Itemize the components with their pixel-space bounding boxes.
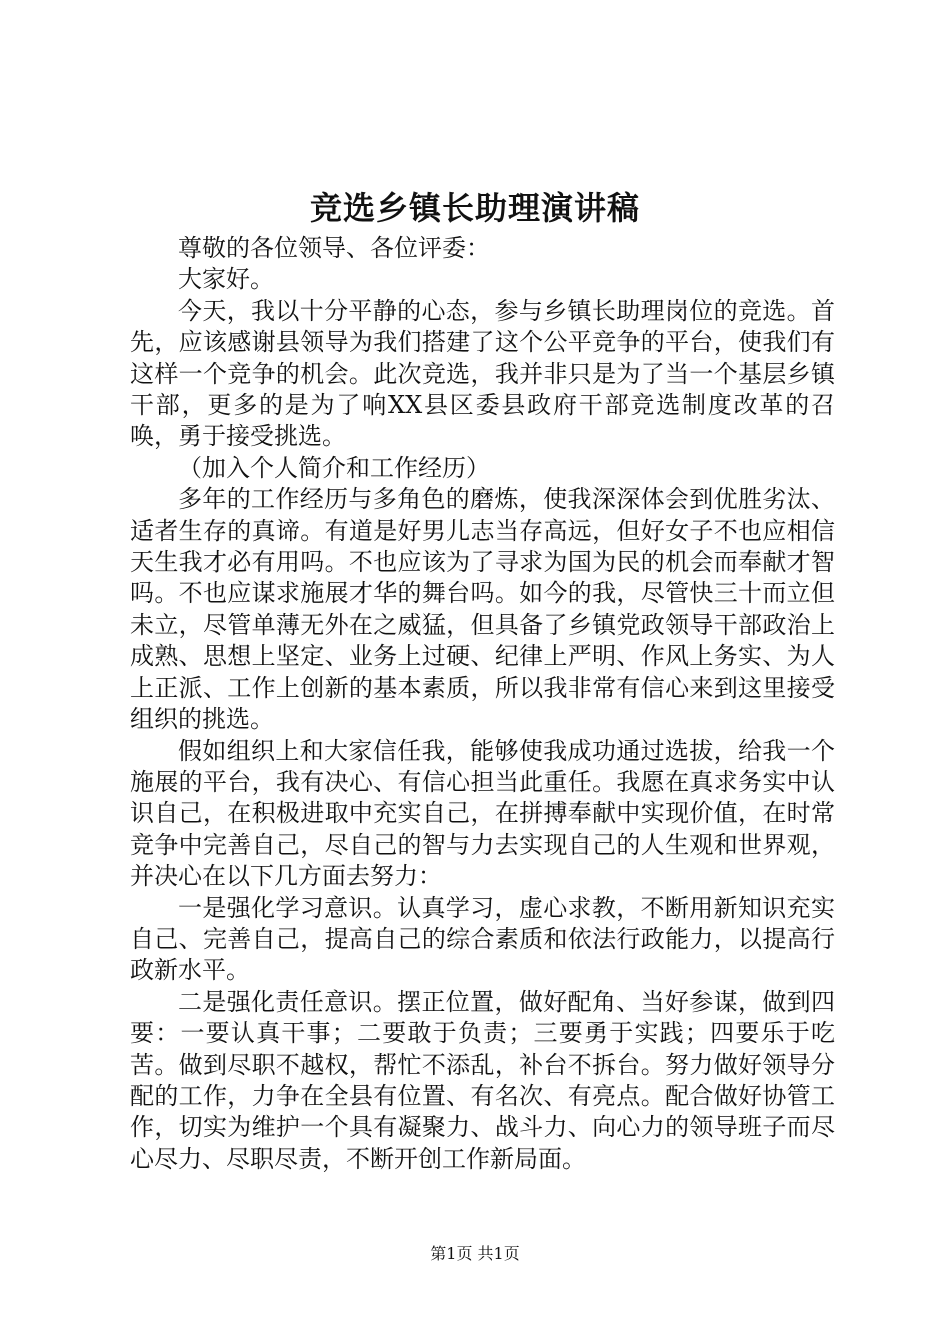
body-paragraph: 一是强化学习意识。认真学习，虚心求教，不断用新知识充实自己、完善自己，提高自己的综合素质和依法行政能力，以提高行政新水平。 [130, 893, 835, 985]
greeting-paragraph: 大家好。 [178, 265, 274, 294]
body-paragraph: 假如组织上和大家信任我，能够使我成功通过选拔，给我一个施展的平台，我有决心、有信心担当此重任。我愿在真求务实中认识自己，在积极进取中充实自己，在拼搏奉献中实现价值，在时常竞争中完善自己，尽自己的智与力去实现自己的人生观和世界观，并决心在以下几方面去努力： [130, 736, 835, 891]
salutation-paragraph: 尊敬的各位领导、各位评委： [178, 234, 490, 262]
body-paragraph: 二是强化责任意识。摆正位置，做好配角、当好参谋，做到四要：一要认真干事；二要敢于负责；三要勇于实践；四要乐于吃苦。做到尽职不越权，帮忙不添乱，补台不拆台。努力做好领导分配的工作，力争在全县有位置、有名次、有亮点。配合做好协管工作，切实为维护一个具有凝聚力、战斗力、向心力的领导班子而尽心尽力、尽职尽责，不断开创工作新局面。 [130, 987, 835, 1173]
page-footer: 第1页 共1页 [430, 1244, 520, 1263]
body-paragraph: 多年的工作经历与多角色的磨炼，使我深深体会到优胜劣汰、适者生存的真谛。有道是好男儿志当存高远，但好女子不也应相信天生我才必有用吗。不也应该为了寻求为国为民的机会而奉献才智吗。不也应谋求施展才华的舞台吗。如今的我，尽管快三十而立但未立，尽管单薄无外在之威猛，但具备了乡镇党政领导干部政治上成熟、思想上坚定、业务上过硬、纪律上严明、作风上务实、为人上正派、工作上创新的基本素质，所以我非常有信心来到这里接受组织的挑选。 [130, 485, 835, 734]
bio-placeholder-paragraph: （加入个人简介和工作经历） [178, 453, 490, 482]
body-paragraph: 今天，我以十分平静的心态，参与乡镇长助理岗位的竞选。首先，应该感谢县领导为我们搭建了这个公平竞争的平台，使我们有这样一个竞争的机会。此次竞选，我并非只是为了当一个基层乡镇干部，更多的是为了响XX县区委县政府干部竞选制度改革的召唤，勇于接受挑选。 [130, 296, 835, 451]
document-body [130, 233, 835, 1175]
document-title: 竞选乡镇长助理演讲稿 [309, 189, 640, 227]
